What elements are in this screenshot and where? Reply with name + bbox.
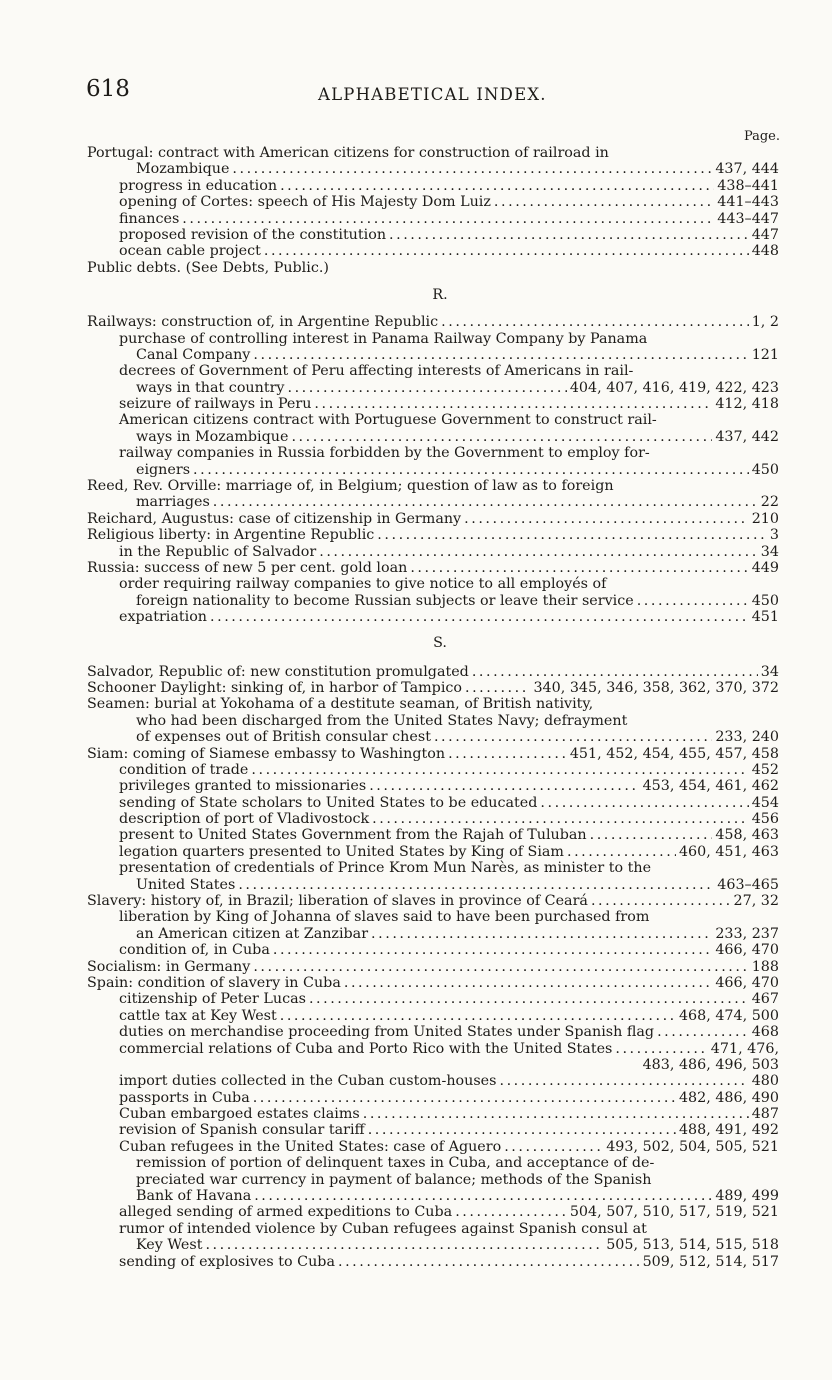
index-entry-line: decrees of Government of Peru affecting interests of Americans in rail-	[119, 363, 634, 380]
index-entry-pages: 450	[751, 592, 779, 609]
dot-leader	[232, 161, 712, 177]
index-entry-text: Bank of Havana	[136, 1188, 252, 1205]
index-entry-pages: 233, 237	[715, 925, 779, 942]
index-entry-pages: 450	[751, 461, 779, 478]
dot-leader	[464, 511, 749, 527]
index-entry-pages: 443–447	[717, 210, 779, 227]
section-letter-heading: R.	[432, 287, 448, 304]
index-entry-text: finances	[119, 210, 180, 227]
index-entry-text: Spain: condition of slavery in Cuba	[87, 974, 341, 991]
index-entry-pages: 340, 345, 346, 358, 362, 370, 372	[533, 679, 779, 696]
index-entry-pages: 493, 502, 504, 505, 521	[606, 1138, 779, 1155]
index-entry	[87, 975, 779, 991]
index-entry-text: cattle tax at Key West	[119, 1007, 277, 1024]
index-entry-line: who had been discharged from the United States Navy; defrayment	[136, 712, 628, 729]
index-entry	[87, 429, 779, 445]
index-entry-text: revision of Spanish consular tariff	[119, 1122, 365, 1139]
index-entry-text: in the Republic of Salvador	[119, 543, 317, 560]
index-entry	[87, 1024, 779, 1040]
index-entries	[87, 145, 779, 1270]
index-entry-pages: 452	[751, 761, 779, 778]
index-entry-pages-continued: 483, 486, 496, 503	[642, 1056, 779, 1073]
index-entry	[87, 347, 779, 363]
index-entry-pages: 437, 444	[715, 161, 779, 178]
index-entry-pages: 27, 32	[733, 893, 779, 910]
index-entry-pages: 467	[751, 991, 779, 1008]
index-entry-text: legation quarters presented to United States by King of Siam	[119, 843, 564, 860]
index-entry-pages: 453, 454, 461, 462	[642, 778, 779, 795]
index-entry-pages: 456	[751, 811, 779, 828]
index-entry-pages: 466, 470	[715, 942, 779, 959]
dot-leader	[205, 1237, 603, 1253]
index-entry-pages: 458, 463	[715, 827, 779, 844]
index-entry	[87, 942, 779, 958]
index-entry	[87, 609, 779, 625]
index-entry-text: expatriation	[119, 609, 208, 626]
page-number: 618	[86, 76, 130, 102]
index-entry	[87, 593, 779, 609]
index-entry-pages: 505, 513, 514, 515, 518	[606, 1237, 779, 1254]
index-entry-pages: 463–465	[717, 876, 779, 893]
index-entry-text: Mozambique	[136, 161, 230, 178]
index-entry-pages: 487	[751, 1106, 779, 1123]
index-entry-text: opening of Cortes: speech of His Majesty Dom Luiz	[119, 194, 491, 211]
index-entry-line: liberation by King of Johanna of slaves said to have been purchased from	[119, 909, 650, 926]
index-entry	[87, 1254, 779, 1270]
dot-leader	[213, 494, 758, 510]
index-entry-pages: 3	[769, 527, 779, 544]
index-entry	[87, 811, 779, 827]
index-entry-pages: 468, 474, 500	[678, 1007, 779, 1024]
index-entry-pages: 437, 442	[715, 428, 779, 445]
index-entry	[87, 511, 779, 527]
index-entry	[87, 844, 779, 860]
index-entry-text: description of port of Vladivostock	[119, 811, 370, 828]
index-entry-pages: 438–441	[717, 177, 779, 194]
index-entry	[87, 314, 779, 330]
dot-leader	[288, 380, 567, 396]
index-entry-line: Portugal: contract with American citizens for construction of railroad in	[87, 145, 609, 161]
index-entry-pages: 488, 491, 492	[678, 1122, 779, 1139]
index-entry-text: Slavery: history of, in Brazil; liberation of slaves in province of Ceará	[87, 893, 588, 910]
dot-leader	[291, 429, 712, 445]
index-entry-line: order requiring railway companies to give notice to all employés of	[119, 576, 607, 593]
dot-leader	[182, 211, 714, 227]
dot-leader	[448, 746, 567, 762]
index-entry-text: commercial relations of Cuba and Porto Rico with the United States	[119, 1040, 613, 1057]
index-entry	[87, 991, 779, 1007]
index-entry-pages: 404, 407, 416, 419, 422, 423	[569, 379, 779, 396]
dot-leader	[363, 1106, 749, 1122]
index-entry	[87, 959, 779, 975]
dot-leader	[441, 314, 749, 330]
index-entry	[87, 926, 779, 942]
dot-leader	[193, 462, 749, 478]
dot-leader	[254, 1188, 712, 1204]
index-entry-line: Seamen: burial at Yokohama of a destitute seaman, of British nativity,	[87, 696, 594, 713]
dot-leader	[455, 1204, 567, 1220]
index-entry	[87, 494, 779, 510]
dot-leader	[434, 729, 712, 745]
index-entry-text: citizenship of Peter Lucas	[119, 991, 306, 1008]
index-entry-pages: 489, 499	[715, 1188, 779, 1205]
index-entry-pages: 233, 240	[715, 729, 779, 746]
index-entry	[87, 462, 779, 478]
index-entry-pages: 480	[751, 1073, 779, 1090]
index-entry-text: ways in Mozambique	[136, 428, 289, 445]
dot-leader	[314, 396, 712, 412]
index-entry-pages: 449	[751, 559, 779, 576]
dot-leader	[253, 347, 748, 363]
index-entry-line: railway companies in Russia forbidden by the Government to employ for-	[119, 445, 650, 462]
index-entry	[87, 1139, 779, 1155]
dot-leader	[615, 1041, 707, 1057]
index-entry-line: Public debts. (See Debts, Public.)	[87, 259, 329, 276]
index-entry-pages: 451, 452, 454, 455, 457, 458	[569, 745, 779, 762]
dot-leader	[369, 778, 639, 794]
index-entry	[87, 827, 779, 843]
index-entry-pages: 454	[751, 794, 779, 811]
dot-leader	[338, 1254, 640, 1270]
index-entry	[87, 178, 779, 194]
index-entry-text: Cuban embargoed estates claims	[119, 1106, 360, 1123]
index-entry-pages: 509, 512, 514, 517	[642, 1253, 779, 1270]
index-entry-line: American citizens contract with Portuguese Government to construct rail-	[119, 412, 657, 429]
index-entry	[87, 1090, 779, 1106]
index-entry-pages: 34	[760, 663, 779, 680]
page-title: ALPHABETICAL INDEX.	[318, 85, 547, 104]
dot-leader	[567, 844, 676, 860]
index-entry	[87, 680, 779, 696]
index-entry-text: Religious liberty: in Argentine Republic	[87, 527, 375, 544]
index-entry-pages: 451	[751, 609, 779, 626]
dot-leader	[368, 1122, 676, 1138]
index-entry-text: sending of explosives to Cuba	[119, 1253, 335, 1270]
dot-leader	[372, 811, 749, 827]
index-entry-line: rumor of intended violence by Cuban refugees against Spanish consul at	[119, 1220, 647, 1237]
index-entry-text: ocean cable project	[119, 243, 261, 260]
index-entry	[87, 778, 779, 794]
index-entry-text: import duties collected in the Cuban custom-houses	[119, 1073, 497, 1090]
index-entry-text: Siam: coming of Siamese embassy to Washington	[87, 745, 446, 762]
index-entry	[87, 746, 779, 762]
index-entry-text: of expenses out of British consular chest	[136, 729, 431, 746]
dot-leader	[465, 680, 530, 696]
index-entry-text: alleged sending of armed expeditions to Cuba	[119, 1204, 453, 1221]
index-entry-text: seizure of railways in Peru	[119, 396, 312, 413]
index-entry-text: Cuban refugees in the United States: case of Aguero	[119, 1138, 502, 1155]
index-entry	[87, 1122, 779, 1138]
dot-leader	[389, 227, 749, 243]
dot-leader	[210, 609, 749, 625]
dot-leader	[657, 1024, 749, 1040]
index-entry	[87, 1204, 779, 1220]
index-entry-line: remission of portion of delinquent taxes in Cuba, and acceptance of de-	[136, 1155, 655, 1172]
index-entry	[87, 729, 779, 745]
dot-leader	[377, 527, 767, 543]
index-entry-text: condition of trade	[119, 761, 249, 778]
index-entry-text: present to United States Government from the Rajah of Tuluban	[119, 827, 587, 844]
index-entry-pages: 504, 507, 510, 517, 519, 521	[569, 1204, 779, 1221]
index-entry-pages: 460, 451, 463	[678, 843, 779, 860]
index-entry-pages: 188	[751, 958, 779, 975]
index-entry	[87, 762, 779, 778]
index-entry-pages: 471, 476,	[710, 1040, 779, 1057]
index-entry	[87, 1008, 779, 1024]
index-entry-text: privileges granted to missionaries	[119, 778, 367, 795]
index-entry-text: condition of, in Cuba	[119, 942, 270, 959]
dot-leader	[273, 942, 712, 958]
index-entry-line: preciated war currency in payment of balance; methods of the Spanish	[136, 1171, 652, 1188]
index-entry-text: Schooner Daylight: sinking of, in harbor of Tampico	[87, 679, 462, 696]
index-entry-text: United States	[136, 876, 236, 893]
page-column-label: Page.	[743, 129, 780, 144]
index-entry	[87, 211, 779, 227]
dot-leader	[309, 991, 749, 1007]
index-entry	[87, 161, 779, 177]
index-entry	[87, 1041, 779, 1057]
dot-leader	[264, 243, 749, 259]
index-entry	[87, 544, 779, 560]
index-entry-line: purchase of controlling interest in Panama Railway Company by Panama	[119, 330, 648, 347]
index-entry	[87, 560, 779, 576]
dot-leader	[238, 877, 714, 893]
index-entry-text: sending of State scholars to United States to be educated	[119, 794, 538, 811]
index-entry	[87, 1106, 779, 1122]
dot-leader	[253, 959, 748, 975]
index-entry	[87, 243, 779, 259]
index-entry	[87, 227, 779, 243]
index-entry-text: proposed revision of the constitution	[119, 226, 387, 243]
index-entry-pages: 412, 418	[715, 396, 779, 413]
index-entry-pages: 441–443	[717, 194, 779, 211]
index-entry-text: marriages	[136, 494, 210, 511]
index-entry	[87, 194, 779, 210]
index-entry-text: Key West	[136, 1237, 203, 1254]
index-entry-text: Reichard, Augustus: case of citizenship in Germany	[87, 510, 462, 527]
dot-leader	[280, 1008, 676, 1024]
index-entry-line: Reed, Rev. Orville: marriage of, in Belgium; question of law as to foreign	[87, 478, 614, 495]
dot-leader	[591, 893, 731, 909]
index-entry-pages: 447	[751, 226, 779, 243]
index-entry-text: Salvador, Republic of: new constitution promulgated	[87, 663, 469, 680]
index-entry-text: passports in Cuba	[119, 1089, 250, 1106]
dot-leader	[499, 1073, 748, 1089]
dot-leader	[410, 560, 748, 576]
index-entry-text: Russia: success of new 5 per cent. gold loan	[87, 559, 408, 576]
index-entry-pages: 22	[760, 494, 779, 511]
index-entry-text: eigners	[136, 461, 191, 478]
section-letter-heading: S.	[433, 634, 447, 651]
dot-leader	[540, 795, 748, 811]
index-entry	[87, 795, 779, 811]
dot-leader	[637, 593, 749, 609]
index-entry	[87, 396, 779, 412]
index-entry-text: Socialism: in Germany	[87, 958, 251, 975]
index-entry-pages: 468	[751, 1024, 779, 1041]
index-entry-pages: 34	[760, 543, 779, 560]
index-entry	[87, 1073, 779, 1089]
index-entry	[87, 380, 779, 396]
dot-leader	[253, 1090, 676, 1106]
index-entry	[87, 1188, 779, 1204]
dot-leader	[472, 664, 758, 680]
dot-leader	[494, 194, 714, 210]
index-entry-text: an American citizen at Zanzibar	[136, 925, 369, 942]
index-entry-text: foreign nationality to become Russian subjects or leave their service	[136, 592, 634, 609]
dot-leader	[504, 1139, 603, 1155]
index-entry-text: duties on merchandise proceeding from United States under Spanish flag	[119, 1024, 655, 1041]
index-entry-pages: 210	[751, 510, 779, 527]
dot-leader	[251, 762, 748, 778]
index-entry-pages: 482, 486, 490	[678, 1089, 779, 1106]
index-entry-pages: 466, 470	[715, 974, 779, 991]
dot-leader	[319, 544, 758, 560]
index-entry-line: presentation of credentials of Prince Krom Mun Narès, as minister to the	[119, 860, 652, 877]
index-entry-text: Railways: construction of, in Argentine Republic	[87, 314, 439, 331]
index-entry-text: Canal Company	[136, 346, 251, 363]
index-entry-pages: 121	[751, 346, 779, 363]
dot-leader	[371, 926, 712, 942]
index-entry-text: ways in that country	[136, 379, 285, 396]
index-entry	[87, 1237, 779, 1253]
index-entry-pages: 1, 2	[751, 314, 779, 331]
index-entry	[87, 893, 779, 909]
dot-leader	[590, 827, 713, 843]
index-entry	[87, 877, 779, 893]
index-entry	[87, 664, 779, 680]
index-entry-text: progress in education	[119, 177, 278, 194]
dot-leader	[344, 975, 712, 991]
index-entry	[87, 527, 779, 543]
dot-leader	[280, 178, 714, 194]
index-entry-pages: 448	[751, 243, 779, 260]
